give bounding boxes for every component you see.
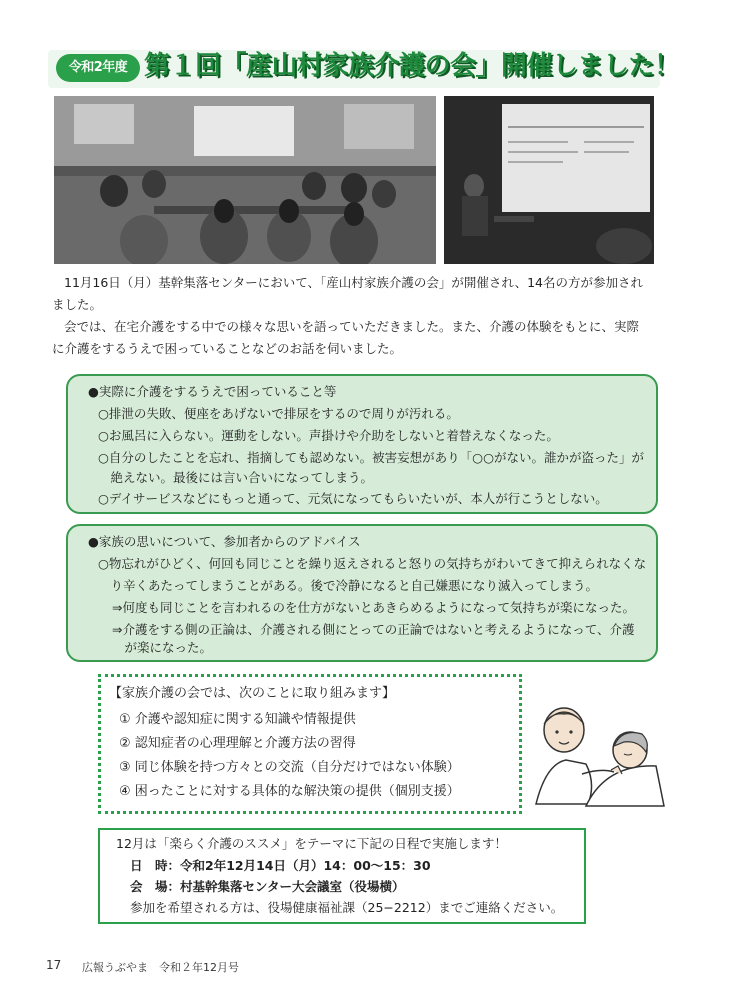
publication-name: 広報うぶやま 令和２年12月号 [82,961,239,974]
efforts-item: ② 認知症者の心理理解と介護方法の習得 [119,736,356,751]
troubles-item: ○排泄の失敗、便座をあげないで排尿をするので周りが汚れる。 [98,406,459,421]
meeting-photo [54,96,436,264]
advice-item: ○物忘れがひどく、何回も同じことを繰り返えされると怒りの気持ちがわいてきて抑えられなくな [98,556,647,571]
notice-box [98,828,586,924]
intro-line-2: ました。 [52,297,103,312]
efforts-item: ④ 困ったことに対する具体的な解決策の提供（個別支援） [119,784,460,799]
presentation-photo [444,96,654,264]
efforts-box [98,674,522,814]
troubles-heading: ●実際に介護をするうえで困っていること等 [88,384,337,399]
efforts-item: ③ 同じ体験を持つ方々との交流（自分だけではない体験） [119,760,460,775]
advice-heading: ●家族の思いについて、参加者からのアドバイス [88,534,361,549]
intro-line-1: 11月16日（月）基幹集落センターにおいて、「産山村家族介護の会」が開催され、14名の方が参加され [64,275,643,290]
troubles-box [66,374,658,514]
efforts-item: ① 介護や認知症に関する知識や情報提供 [119,712,356,727]
caregiver-illustration [526,694,666,808]
year-badge: 令和2年度 [56,54,140,82]
page-number: 17 [46,958,62,972]
notice-theme: 12月は「楽らく介護のススメ」をテーマに下記の日程で実施します！ [116,836,507,851]
efforts-heading: 【家族介護の会では、次のことに取り組みます】 [109,686,396,701]
notice-contact: 参加を希望される方は、役場健康福祉課（25−2212）までご連絡ください。 [130,900,564,915]
advice-item: り辛くあたってしまうことがある。後で冷静になると自己嫌悪になり滅入ってしまう。 [98,578,599,593]
advice-item: ⇒何度も同じことを言われるのを仕方がないとあきらめるようになって気持ちが楽になった。 [112,600,635,615]
intro-line-3: 会では、在宅介護をする中での様々な思いを語っていただきました。また、介護の体験をもとに、実際 [64,319,640,334]
page-title: 第１回「産山村家族介護の会」開催しました！ [144,51,680,81]
advice-item: ⇒介護をする側の正論は、介護される側にとっての正論ではないと考えるようになって、介護 [112,622,635,637]
notice-datetime: 日 時：令和2年12月14日（月）14：00〜15：30 [130,858,431,873]
intro-line-4: に介護をするうえで困っていることなどのお話を伺いました。 [52,341,403,356]
troubles-item: ○自分のしたことを忘れ、指摘しても認めない。被害妄想があり「○○がない。誰かが盗った」が [98,450,644,465]
advice-item: が楽になった。 [112,640,213,655]
advice-box [66,524,658,662]
troubles-item: ○デイサービスなどにもっと通って、元気になってもらいたいが、本人が行こうとしない。 [98,491,608,506]
notice-venue: 会 場：村基幹集落センター大会議室（役場横） [130,879,405,894]
troubles-item: 絶えない。最後には言い合いになってしまう。 [98,470,374,485]
troubles-item: ○お風呂に入らない。運動をしない。声掛けや介助をしないと着替えなくなった。 [98,428,559,443]
